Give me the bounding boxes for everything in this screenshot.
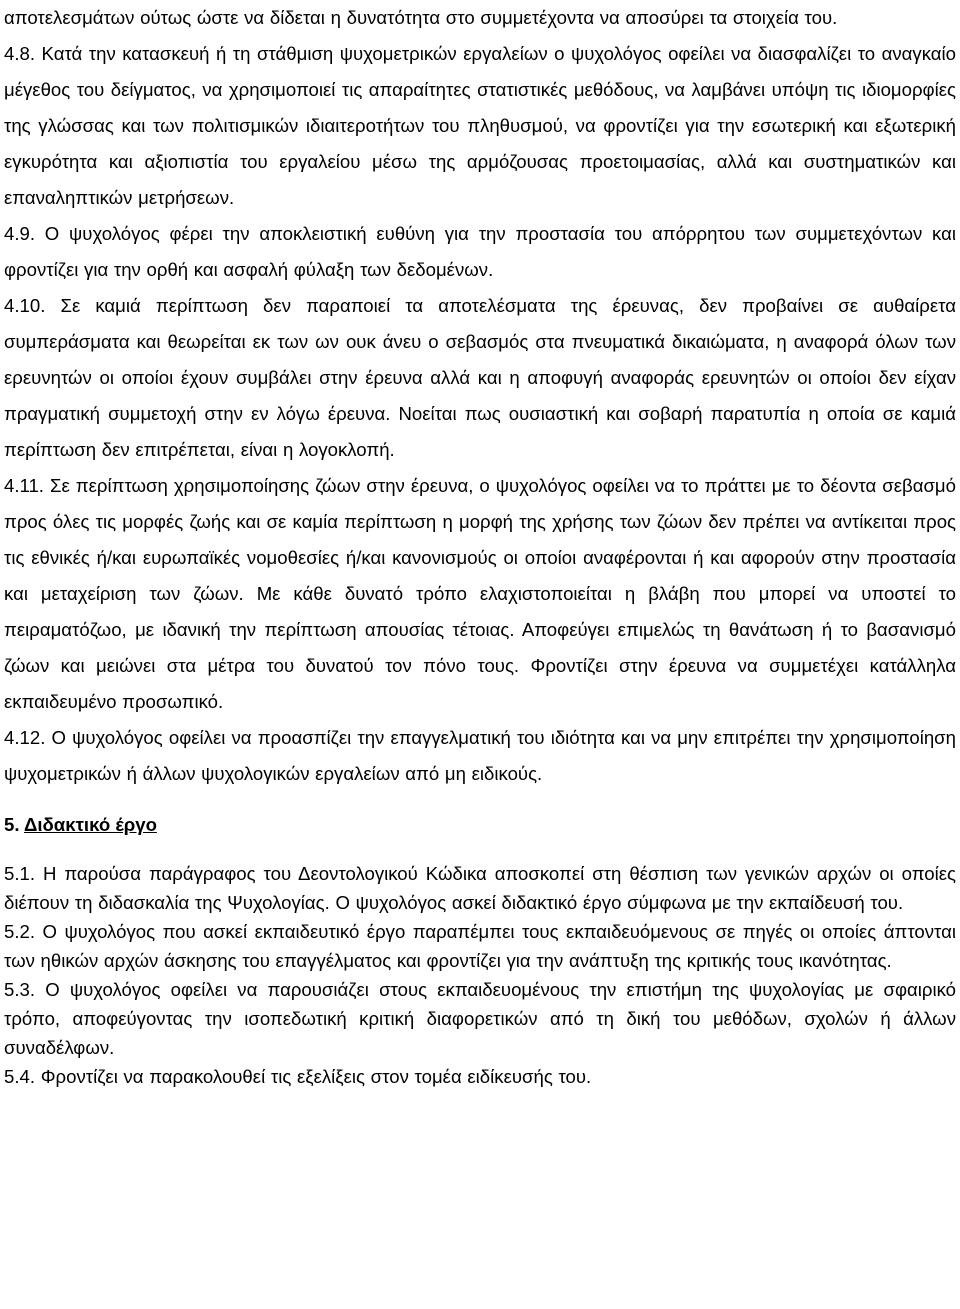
paragraph-4-12 — [4, 720, 956, 792]
paragraph-text: Κατά την κατασκευή ή τη στάθμιση ψυχομετρικών εργαλείων ο ψυχολόγος οφείλει να διασφαλίζει το αναγκαίο μέγεθος του δείγματος, να χρησιμοποιεί τις απαραίτητες στατιστικές μεθόδους, να λαμβάνει υπόψη τις ιδιομορφίες της γλώσσας και των πολιτισμικών ιδιαιτεροτήτων του πληθυσμού, να φροντίζει για την εσωτερική και εξωτερική εγκυρότητα και αξιοπιστία του εργαλείου μέσω της αρμόζουσας προετοιμασίας, αλλά και συστηματικών και επαναληπτικών μετρήσεων. — [4, 43, 956, 208]
paragraph-number: 5.2. — [4, 921, 36, 942]
section-5-heading — [4, 810, 956, 839]
paragraph-number: 5.3. — [4, 979, 36, 1000]
section-number: 5. — [4, 814, 20, 835]
paragraph-4-8 — [4, 36, 956, 216]
paragraph-5-3 — [4, 975, 956, 1062]
paragraph-number: 4.10. — [4, 295, 46, 316]
paragraph-number: 4.11. — [4, 475, 44, 496]
paragraph-5-4 — [4, 1062, 956, 1091]
paragraph-text: Ο ψυχολόγος φέρει την αποκλειστική ευθύνη για την προστασία του απόρρητου των συμμετεχόντων και φροντίζει για την ορθή και ασφαλή φύλαξη των δεδομένων. — [4, 223, 956, 280]
paragraph-5-2 — [4, 917, 956, 975]
section-title: Διδακτικό έργο — [24, 814, 157, 835]
paragraph-number: 5.4. — [4, 1066, 36, 1087]
continuation-paragraph: αποτελεσμάτων ούτως ώστε να δίδεται η δυνατότητα στο συμμετέχοντα να αποσύρει τα στοιχεία του. — [4, 7, 838, 28]
paragraph-5-1 — [4, 859, 956, 917]
paragraph-text: Ο ψυχολόγος οφείλει να παρουσιάζει στους εκπαιδευομένους την επιστήμη της ψυχολογίας με σφαιρικό τρόπο, αποφεύγοντας την ισοπεδωτική κριτική διαφορετικών από τη δική του μεθόδων, σχολών ή άλλων συναδέλφων. — [4, 979, 956, 1058]
paragraph-4-9 — [4, 216, 956, 288]
paragraph-number: 5.1. — [4, 863, 36, 884]
paragraph-text: Σε καμιά περίπτωση δεν παραποιεί τα αποτελέσματα της έρευνας, δεν προβαίνει σε αυθαίρετα συμπεράσματα και θεωρείται εκ των ων ουκ άνευ ο σεβασμός στα πνευματικά δικαιώματα, η αναφορά όλων των ερευνητών οι οποίοι έχουν συμβάλει στην έρευνα αλλά και η αποφυγή αναφοράς ερευνητών οι οποίοι δεν είχαν πραγματική συμμετοχή στην εν λόγω έρευνα. Νοείται πως ουσιαστική και σοβαρή παρατυπία η οποία σε καμιά περίπτωση δεν επιτρέπεται, είναι η λογοκλοπή. — [4, 295, 956, 460]
paragraph-number: 4.9. — [4, 223, 36, 244]
paragraph-text: Φροντίζει να παρακολουθεί τις εξελίξεις στον τομέα ειδίκευσής του. — [40, 1066, 592, 1087]
paragraph-text: Ο ψυχολόγος οφείλει να προασπίζει την επαγγελματική του ιδιότητα και να μην επιτρέπει την χρησιμοποίηση ψυχομετρικών ή άλλων ψυχολογικών εργαλείων από μη ειδικούς. — [4, 727, 956, 784]
paragraph-number: 4.8. — [4, 43, 36, 64]
document-page — [4, 0, 956, 1091]
paragraph-number: 4.12. — [4, 727, 46, 748]
paragraph-text: Ο ψυχολόγος που ασκεί εκπαιδευτικό έργο παραπέμπει τους εκπαιδευόμενους σε πηγές οι οποίες άπτονται των ηθικών αρχών άσκησης του επαγγέλματος και φροντίζει για την ανάπτυξη της κριτικής τους ικανότητας. — [4, 921, 957, 971]
paragraph-text: Σε περίπτωση χρησιμοποίησης ζώων στην έρευνα, ο ψυχολόγος οφείλει να το πράττει με το δέοντα σεβασμό προς όλες τις μορφές ζωής και σε καμία περίπτωση η μορφή της χρήσης των ζώων δεν πρέπει να αντίκειται προς τις εθνικές ή/και ευρωπαϊκές νομοθεσίες ή/και κανονισμούς οι οποίοι αναφέρονται ή και αφορούν στην προστασία και μεταχείριση των ζώων. Με κάθε δυνατό τρόπο ελαχιστοποιείται η βλάβη που μπορεί να υποστεί το πειραματόζωο, με ιδανική την περίπτωση απουσίας τέτοιας. Αποφεύγει επιμελώς τη θανάτωση ή το βασανισμό ζώων και μειώνει στα μέτρα του δυνατού τον πόνο τους. Φροντίζει στην έρευνα να συμμετέχει κατάλληλα εκπαιδευμένο προσωπικό. — [4, 475, 956, 712]
paragraph-text: Η παρούσα παράγραφος του Δεοντολογικού Κώδικα αποσκοπεί στη θέσπιση των γενικών αρχών οι οποίες διέπουν τη διδασκαλία της Ψυχολογίας. Ο ψυχολόγος ασκεί διδακτικό έργο σύμφωνα με την εκπαίδευσή του. — [4, 863, 957, 913]
paragraph-4-11 — [4, 468, 956, 720]
paragraph-4-10 — [4, 288, 956, 468]
